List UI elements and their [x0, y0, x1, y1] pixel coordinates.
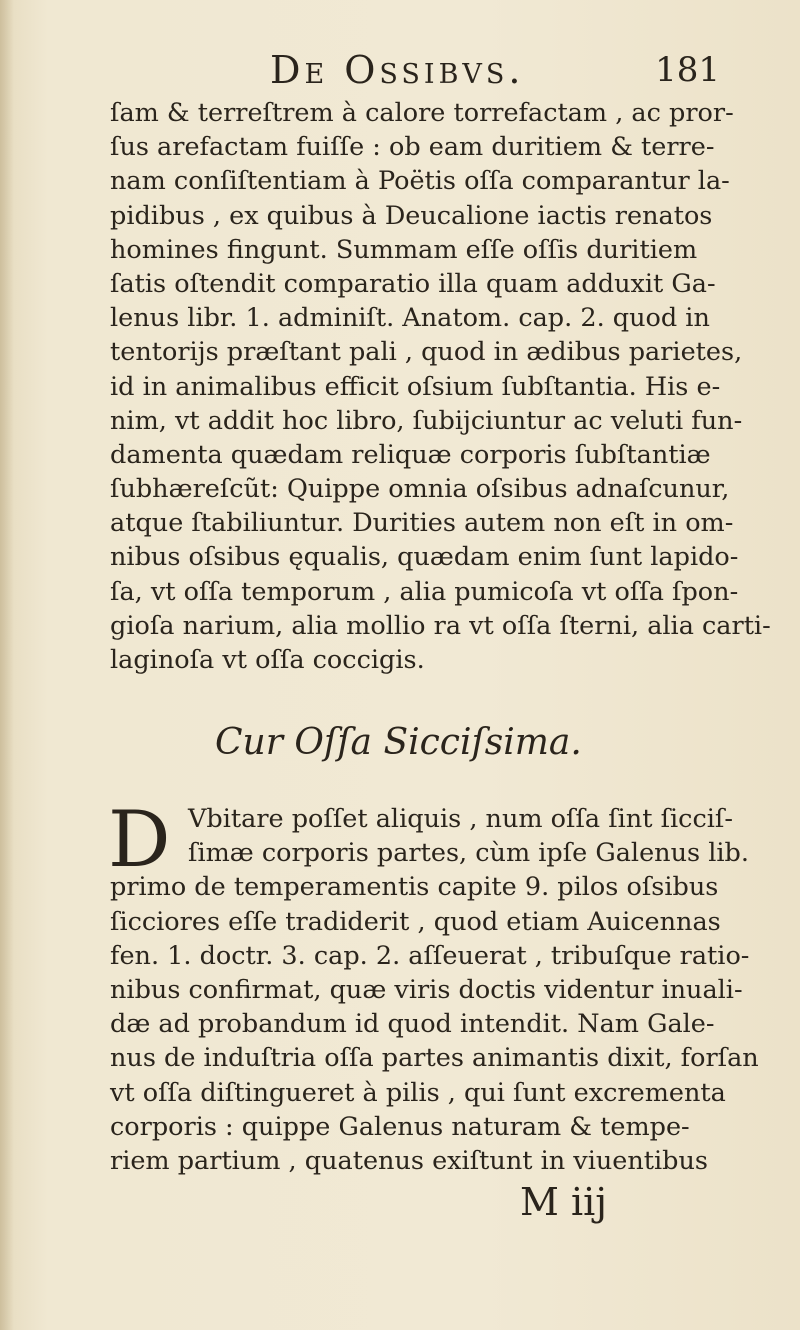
text-line: tentorijs præſtant pali , quod in ædibus parietes,	[110, 337, 743, 368]
text-line: fen. 1. doctr. 3. cap. 2. aſſeuerat , tribuſque ratio-	[110, 940, 750, 971]
text-line: primo de temperamentis capite 9. pilos oſsibus	[110, 872, 719, 903]
text-line: corporis : quippe Galenus naturam & tempe-	[110, 1111, 690, 1142]
text-line: pidibus , ex quibus à Deucalione iactis renatos	[110, 200, 713, 231]
text-line: riem partium , quatenus exiſtunt in viuentibus	[110, 1145, 709, 1176]
drop-cap: D	[108, 795, 171, 885]
running-title: De Ossibvs.	[270, 48, 525, 92]
text-line: ſatis oſtendit comparatio illa quam adduxit Ga-	[110, 268, 716, 299]
text-line: Vbitare poſſet aliquis , num oſſa ſint ſicciſ-	[188, 804, 733, 834]
text-line: gioſa narium, alia mollio ra vt oſſa ſterni, alia carti-	[110, 610, 771, 641]
page-number: 181	[655, 50, 720, 90]
text-line: nibus oſsibus ęqualis, quædam enim ſunt lapido-	[110, 542, 739, 573]
text-line: atque ſtabiliuntur. Durities autem non eſt in om-	[110, 508, 734, 539]
text-line: dæ ad probandum id quod intendit. Nam Gale-	[110, 1009, 715, 1040]
text-line: id in animalibus efficit oſsium ſubſtantia. His e-	[110, 371, 721, 402]
text-line: damenta quædam reliquæ corporis ſubſtantiæ	[110, 439, 711, 470]
text-line: lenus libr. 1. adminiſt. Anatom. cap. 2. quod in	[110, 303, 710, 334]
text-line: ſicciores eſſe tradiderit , quod etiam Auicennas	[110, 906, 721, 937]
section-heading: Cur Oſſa Sicciſsima.	[215, 722, 582, 763]
text-line: nus de induſtria oſſa partes animantis dixit, forſan	[110, 1043, 759, 1074]
page-gutter-shadow	[0, 0, 14, 1330]
text-line: nim, vt addit hoc libro, ſubijciuntur ac veluti fun-	[110, 405, 743, 436]
paragraph-2	[108, 795, 759, 1178]
text-line: ſimæ corporis partes, cùm ipſe Galenus lib.	[188, 838, 749, 869]
text-line: laginoſa vt oſſa coccigis.	[110, 645, 425, 675]
text-line: nibus confirmat, quæ viris doctis videntur inuali-	[110, 974, 743, 1005]
text-line: vt oſſa diſtingueret à pilis , qui ſunt excrementa	[110, 1077, 726, 1108]
text-line: nam conſiſtentiam à Poëtis oſſa comparantur la-	[110, 166, 730, 197]
signature-mark: M iij	[520, 1180, 608, 1224]
text-line: ſam & terreſtrem à calore torrefactam , ac pror-	[110, 98, 734, 128]
text-line: ſubhæreſcũt: Quippe omnia oſsibus adnaſcunur,	[110, 474, 730, 505]
paragraph-1	[110, 96, 771, 677]
page-header	[110, 48, 720, 92]
text-line: ſus arefactam fuiſſe : ob eam duritiem & terre-	[110, 132, 715, 163]
text-line: ſa, vt oſſa temporum , alia pumicoſa vt oſſa ſpon-	[110, 576, 739, 607]
text-line: homines fingunt. Summam eſſe oſſis duritiem	[110, 234, 698, 265]
